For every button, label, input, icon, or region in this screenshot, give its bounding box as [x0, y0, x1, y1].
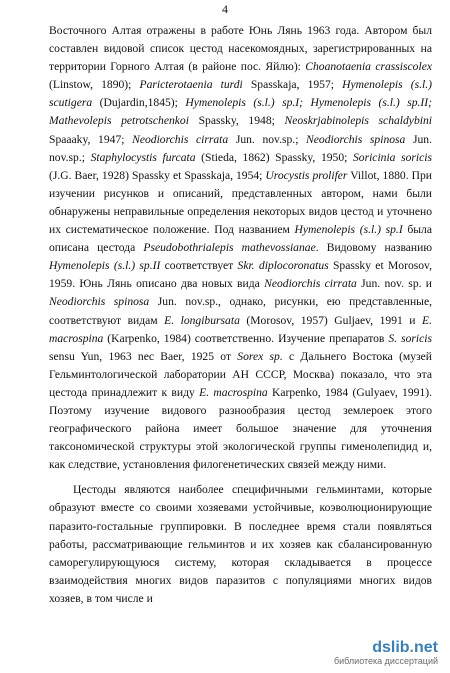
italic-run: E. macrospina	[49, 313, 432, 345]
italic-run: E. longibursata	[164, 313, 240, 327]
italic-run: Choanotaenia crassiscolex	[305, 60, 432, 74]
italic-run: E. macrospina	[199, 385, 268, 399]
italic-run: Paricterotaenia turdi	[139, 78, 243, 92]
watermark-brand	[320, 639, 438, 656]
italic-run: Neoskrjabinolepis schaldybini	[284, 114, 432, 128]
text-run: sensu Yun, 1963 nec Baer, 1925 от	[49, 349, 238, 363]
text-run: соответствует	[160, 259, 238, 273]
text-run: Jun. nov.sp., однако, рисунки, ею представленные, соответствуют видам	[49, 295, 432, 327]
text-run: (J.G. Baer, 1928) Spassky et Spasskaja, 1954;	[49, 168, 266, 182]
italic-run: Neodiorchis cirrata	[264, 277, 357, 291]
italic-run: Neodiorchis spinosa	[49, 295, 150, 309]
text-run: (Linstow, 1890);	[49, 78, 140, 92]
text-run: Spaaaky, 1947;	[49, 132, 133, 146]
text-run: была описана цестода	[49, 223, 432, 255]
text-run: . Видовому названию	[315, 241, 433, 255]
italic-run: Hymenolepis (s.l.) sp.I; Hymenolepis (s.l.) sp.II; Mathevolepis petrotschenkoi	[49, 96, 432, 128]
text-run: Spassky, 1948;	[188, 114, 285, 128]
italic-run: Neodiorchis spinosa	[306, 132, 406, 146]
watermark-subtitle: библиотека диссертаций	[333, 656, 438, 666]
italic-run: Soricinia soricis	[352, 150, 433, 164]
text-run: (Dujardin,1845);	[92, 96, 186, 110]
text-run: с Дальнего Востока (музей Гельминтологической лаборатории АН СССР, Москва) показало, что эта цестода принадлежит к виду	[49, 349, 432, 399]
italic-run: Neodiorchis cirrata	[132, 132, 229, 146]
watermark-brand-dot: .	[409, 639, 414, 656]
text-run: Jun. nov.sp.;	[49, 132, 432, 164]
text-run: Восточного Алтая отражены в работе Юнь Лянь 1963 года. Автором был составлен видовой список цестод насекомоядных, зарегистрированных на территории Горного Алтая (в районе пос. Яйлю):	[49, 24, 432, 74]
italic-run: Hymenolepis (s.l.) scutigera	[49, 78, 433, 110]
text-run: Jun. nov.sp.;	[228, 132, 307, 146]
italic-run: Hymenolepis (s.l.) sp.II	[49, 259, 161, 273]
paragraph	[49, 22, 432, 474]
page-number: 4	[222, 2, 228, 16]
text-run: Spasskaja, 1957;	[242, 78, 343, 92]
italic-run: Skr. diplocoronatus	[237, 259, 329, 273]
italic-run: Urocystis prolifer	[265, 168, 348, 182]
watermark-brand-main: dslib	[372, 639, 410, 656]
italic-run: Pseudobothrialepis mathevossianae	[143, 241, 316, 255]
watermark-brand-tld: net	[414, 639, 438, 656]
text-run: (Morosov, 1957) Guljaev, 1991 и	[239, 313, 422, 327]
text-run: (Stieda, 1862) Spassky, 1950;	[195, 150, 353, 164]
italic-run: Staphylocystis furcata	[90, 150, 196, 164]
paragraph	[49, 481, 432, 608]
text-run: Karpenko, 1984 (Gulyaev, 1991). Поэтому изучение видового разнообразия цестод землероек этого географического района имеет большое значение для уточнения таксономической структуры этой экологической группы гименолепидид и, как следствие, установления филогенетических связей между ними.	[49, 385, 432, 472]
italic-run: S. soricis	[388, 331, 433, 345]
text-run: Spassky et Morosov, 1959. Юнь Лянь описано два новых вида	[49, 259, 432, 291]
text-run: Цестоды являются наиболее специфичными гельминтами, которые образуют вместе со своими хозяевами устойчивые, коэволюционирующие паразито-гостальные группировки. В последнее время стали появляться работы, рассматривающие гельминтов и их хозяев как сбалансированную саморегулирующуюся систему, которая складывается в процессе взаимодействия многих видов паразитов с популяциями многих видов хозяев, в том числе и	[49, 483, 432, 605]
text-run: Villot, 1880. При изучении рисунков и описаний, представленных автором, нами были обнаружены неправильные определения некоторых видов цестод и уточнено их систематическое положение. Под названием	[49, 168, 433, 237]
text-run: (Karpenko, 1984) соответственно. Изучение препаратов	[103, 331, 389, 345]
text-run: Jun. nov. sp. и	[356, 277, 433, 291]
italic-run: Sorex sp.	[237, 349, 283, 363]
watermark-logo	[320, 639, 438, 667]
body-text	[49, 22, 432, 608]
italic-run: Hymenolepis (s.l.) sp.I	[294, 223, 403, 237]
